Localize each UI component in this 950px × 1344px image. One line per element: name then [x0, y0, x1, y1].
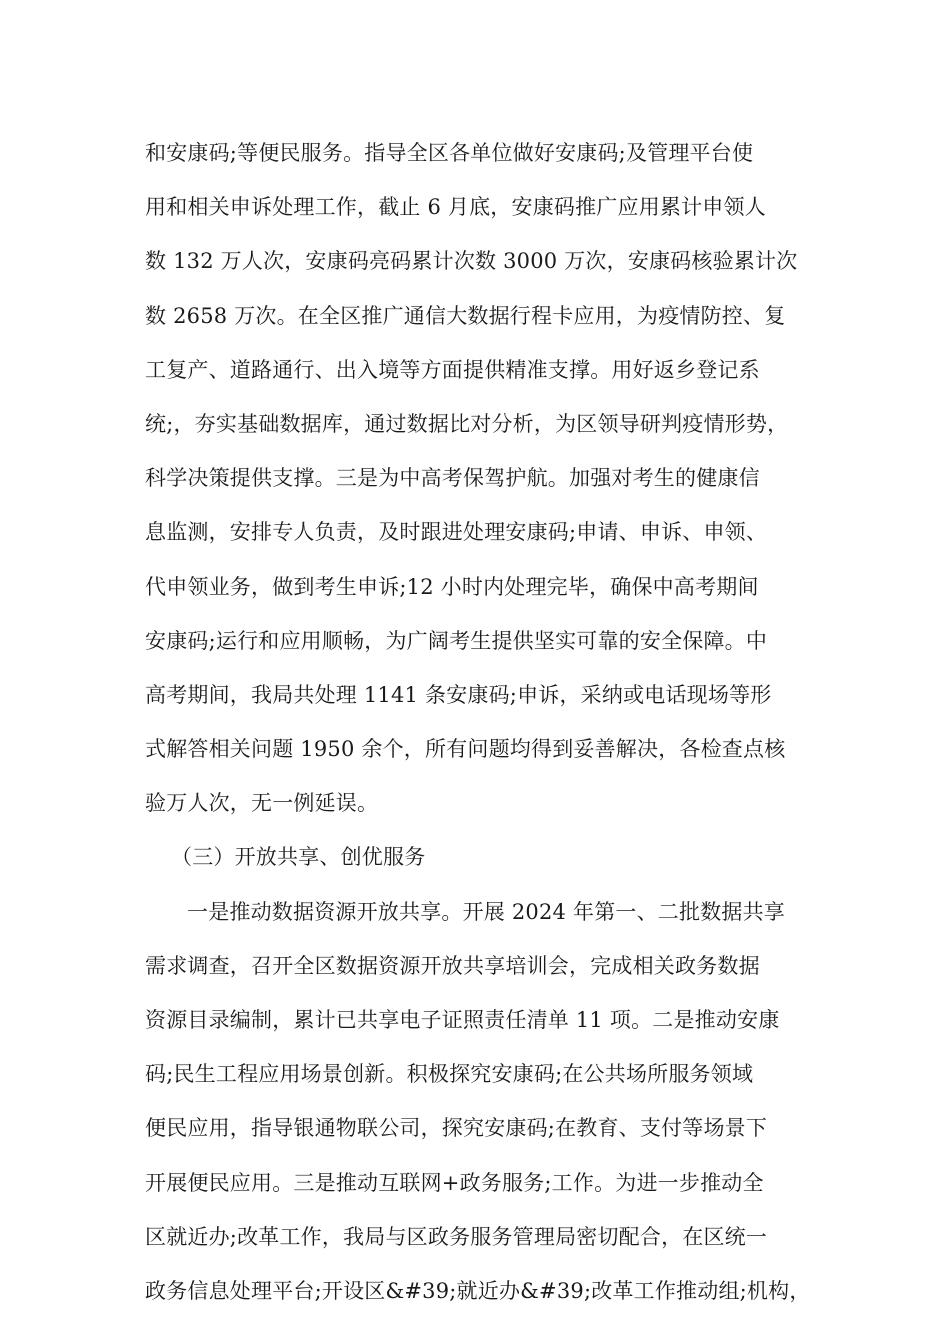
- paragraph-line: 码;民生工程应用场景创新。积极探究安康码;在公共场所服务领域: [145, 1062, 754, 1087]
- paragraph-line: 统;，夯实基础数据库，通过数据比对分析，为区领导研判疫情形势，: [145, 411, 789, 436]
- paragraph-line: 一是推动数据资源开放共享。开展 2024 年第一、二批数据共享: [187, 899, 785, 924]
- paragraph-line: 资源目录编制，累计已共享电子证照责任清单 11 项。二是推动安康: [145, 1008, 780, 1032]
- paragraph-line: 验万人次，无一例延误。: [145, 791, 379, 816]
- paragraph-line: 开展便民应用。三是推动互联网+政务服务;工作。为进一步推动全: [145, 1170, 764, 1195]
- paragraph-line: 用和相关申诉处理工作，截止 6 月底，安康码推广应用累计申领人: [145, 195, 766, 220]
- document-body: [145, 131, 825, 1323]
- paragraph-line: 政务信息处理平台;开设区&#39;就近办&#39;改革工作推动组;机构，: [145, 1278, 811, 1303]
- paragraph-line: 区就近办;改革工作，我局与区政务服务管理局密切配合，在区统一: [145, 1224, 768, 1249]
- paragraph-line: 需求调查，召开全区数据资源开放共享培训会，完成相关政务数据: [145, 953, 760, 978]
- paragraph-line: 便民应用，指导银通物联公司，探究安康码;在教育、支付等场景下: [145, 1116, 768, 1141]
- paragraph-line: 安康码;运行和应用顺畅，为广阔考生提供坚实可靠的安全保障。中: [145, 628, 768, 653]
- paragraph-line: 高考期间，我局共处理 1141 条安康码;申诉，采纳或电话现场等形: [145, 682, 772, 707]
- paragraph-line: 息监测，安排专人负责，及时跟进处理安康码;申请、申诉、申领、: [145, 520, 768, 545]
- paragraph-line: 和安康码;等便民服务。指导全区各单位做好安康码;及管理平台使: [145, 141, 754, 165]
- section-heading: （三）开放共享、创优服务: [171, 845, 426, 870]
- paragraph-line: 工复产、道路通行、出入境等方面提供精准支撑。用好返乡登记系: [145, 357, 760, 382]
- paragraph-line: 科学决策提供支撑。三是为中高考保驾护航。加强对考生的健康信: [145, 466, 760, 491]
- paragraph-line: 数 132 万人次，安康码亮码累计次数 3000 万次，安康码核验累计次: [145, 249, 798, 274]
- paragraph-line: 数 2658 万次。在全区推广通信大数据行程卡应用，为疫情防控、复: [145, 303, 786, 328]
- paragraph-line: 式解答相关问题 1950 余个，所有问题均得到妥善解决，各检查点核: [145, 737, 786, 762]
- paragraph-line: 代申领业务，做到考生申诉;12 小时内处理完毕，确保中高考期间: [145, 574, 759, 599]
